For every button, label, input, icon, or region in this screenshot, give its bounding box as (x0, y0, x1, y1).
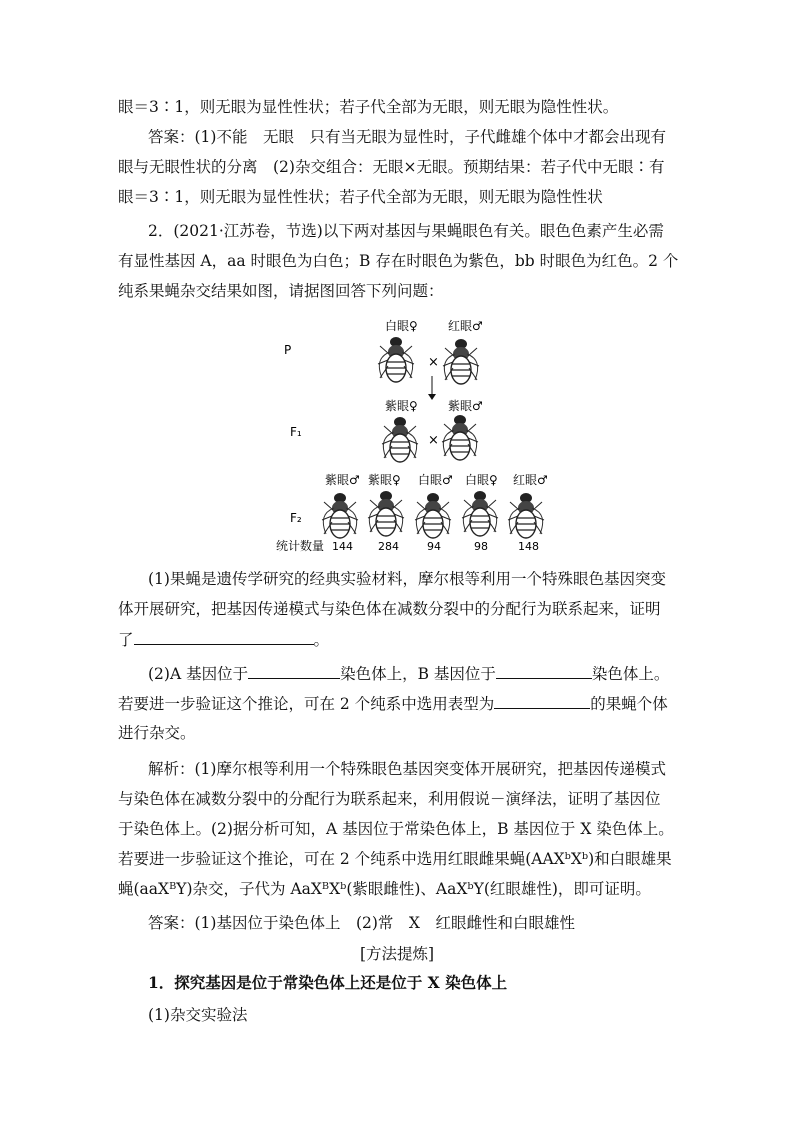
question-line (148, 662, 669, 685)
text-line: 眼＝3∶1，则无眼为显性性状；若子代全部为无眼，则无眼为隐性性状 (118, 188, 603, 206)
answer-blank[interactable] (248, 662, 340, 679)
analysis-line: 解析：(1)摩尔根等利用一个特殊眼色基因突变体开展研究，把基因传递模式 (148, 760, 666, 778)
section-heading: [方法提炼] (359, 945, 435, 963)
analysis-line: 蝇(aaXᴮY)杂交，子代为 AaXᴮXᵇ(紫眼雌性)、AaXᵇY(红眼雄性)，即可证明。 (118, 880, 651, 898)
analysis-line: 与染色体在减数分裂中的分配行为联系起来，利用假说－演绎法，证明了基因位 (118, 790, 661, 808)
f1-generation-label: F₁ (290, 425, 302, 439)
analysis-line: 若要进一步验证这个推论，可在 2 个纯系中选用红眼雌果蝇(AAXᵇXᵇ)和白眼雄果 (118, 850, 672, 868)
question-line (118, 628, 329, 651)
fly-cross-diagram (270, 318, 570, 558)
question-text: 的果蝇个体 (590, 695, 668, 713)
f2-fly-image-5 (508, 493, 544, 538)
question-line: 2．(2021·江苏卷，节选)以下两对基因与果蝇眼色有关。眼色色素产生必需 (148, 222, 664, 240)
f2-label-2: 紫眼♀ (368, 473, 401, 487)
answer-line: 答案：(1)基因位于染色体上 (2)常 X 红眼雌性和白眼雄性 (148, 914, 575, 932)
f2-fly-image-4 (462, 491, 498, 536)
question-line: 体开展研究，把基因传递模式与染色体在减数分裂中的分配行为联系起来，证明 (118, 600, 661, 618)
question-text: 染色体上，B 基因位于 (340, 665, 496, 683)
p-female-fly-image (378, 337, 414, 382)
f1-male-label: 紫眼♂ (448, 399, 483, 413)
f2-label-5: 红眼♂ (513, 473, 548, 487)
count-label: 统计数量 (276, 539, 325, 553)
blank-prefix: 了 (118, 631, 134, 649)
answer-blank[interactable] (494, 692, 590, 709)
question-line: 有显性基因 A，aa 时眼色为白色；B 存在时眼色为紫色，bb 时眼色为红色。2 个 (118, 252, 679, 270)
f1-female-label: 紫眼♀ (385, 399, 418, 413)
p-generation-label: P (284, 343, 292, 357)
f2-label-3: 白眼♂ (418, 473, 453, 487)
f2-fly-image-2 (368, 491, 404, 536)
question-text: (2)A 基因位于 (148, 665, 249, 683)
question-text: 染色体上。 (591, 665, 670, 683)
answer-blank[interactable] (496, 662, 592, 679)
blank-suffix: 。 (313, 631, 330, 649)
p-male-label: 红眼♂ (448, 319, 483, 333)
answer-line: 答案：(1)不能 无眼 只有当无眼为显性时，子代雌雄个体中才都会出现有 (148, 128, 666, 146)
cross-symbol: × (428, 433, 439, 448)
f2-count-4: 98 (474, 540, 488, 553)
method-subheading: (1)杂交实验法 (148, 1006, 248, 1024)
question-line: 纯系果蝇杂交结果如图，请据图回答下列问题： (118, 282, 444, 300)
f2-count-1: 144 (332, 540, 353, 553)
f2-count-3: 94 (427, 540, 441, 553)
f2-generation-label: F₂ (290, 511, 302, 525)
f1-male-fly-image (442, 415, 478, 460)
arrow-head (428, 394, 436, 400)
f2-label-1: 紫眼♂ (325, 473, 360, 487)
f2-count-5: 148 (518, 540, 539, 553)
f2-fly-image-1 (322, 493, 358, 538)
p-male-fly-image (443, 339, 479, 384)
question-line: 进行杂交。 (118, 724, 196, 742)
question-line (118, 692, 668, 715)
f2-label-4: 白眼♀ (465, 473, 498, 487)
question-line: (1)果蝇是遗传学研究的经典实验材料，摩尔根等利用一个特殊眼色基因突变 (148, 570, 666, 588)
question-text: 若要进一步验证这个推论，可在 2 个纯系中选用表型为 (118, 695, 495, 713)
f1-female-fly-image (382, 417, 418, 462)
p-female-label: 白眼♀ (385, 319, 418, 333)
text-line: 眼＝3∶1，则无眼为显性性状；若子代全部为无眼，则无眼为隐性性状。 (118, 98, 619, 116)
text-line: 眼与无眼性状的分离 (2)杂交组合：无眼×无眼。预期结果：若子代中无眼∶有 (118, 158, 665, 176)
analysis-line: 于染色体上。(2)据分析可知，A 基因位于常染色体上，B 基因位于 X 染色体上。 (118, 820, 674, 838)
cross-symbol: × (428, 355, 439, 370)
answer-blank[interactable] (134, 628, 314, 645)
f2-fly-image-3 (415, 493, 451, 538)
f2-count-2: 284 (378, 540, 399, 553)
method-heading: 1．探究基因是位于常染色体上还是位于 X 染色体上 (148, 973, 508, 992)
